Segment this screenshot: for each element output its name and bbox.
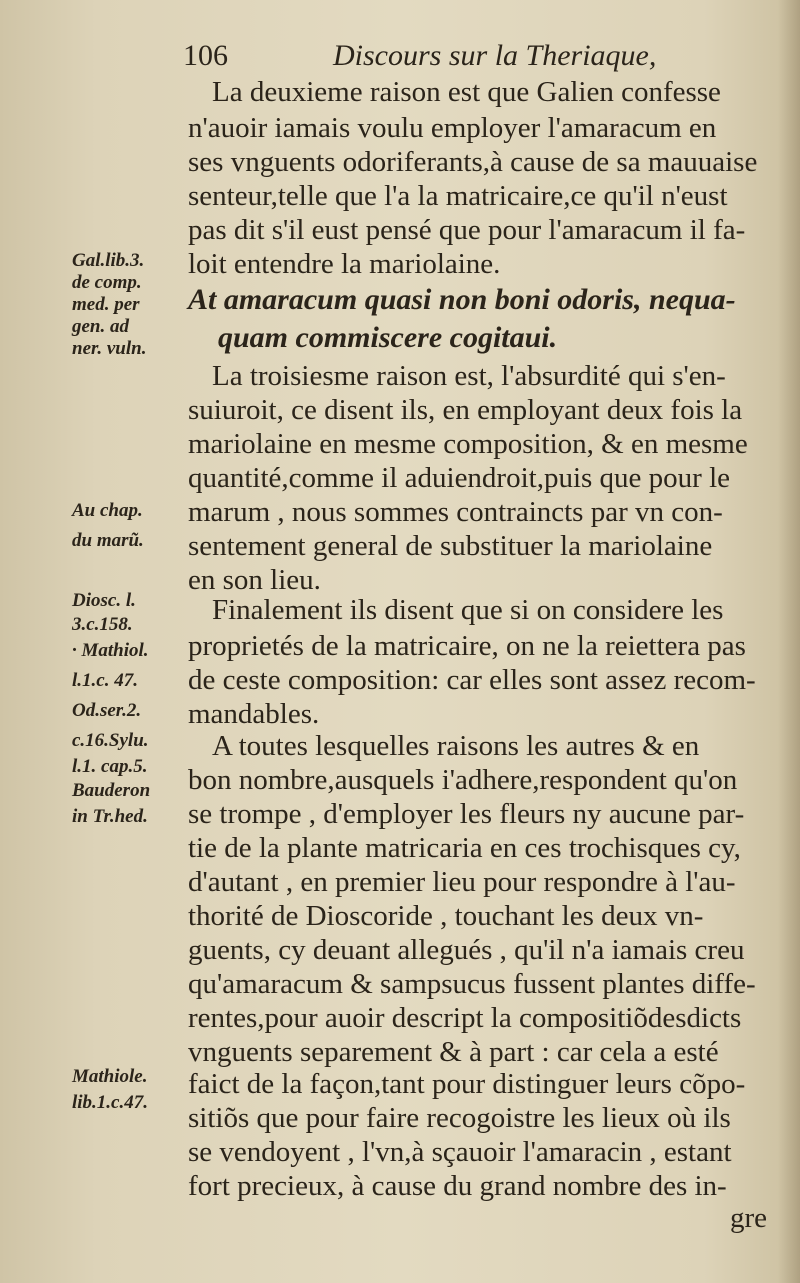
text-line: n'auoir iamais voulu employer l'amaracum en	[188, 112, 717, 144]
text-line: bon nombre,ausquels i'adhere,respondent qu'on	[188, 764, 738, 796]
margin-note: Gal.lib.3.	[72, 250, 145, 271]
margin-note: gen. ad	[72, 316, 129, 337]
text-line: faict de la façon,tant pour distinguer leurs cõpo-	[188, 1068, 746, 1100]
text-line: thorité de Dioscoride , touchant les deux vn-	[188, 900, 704, 932]
text-line: proprietés de la matricaire, on ne la reiettera pas	[188, 630, 746, 662]
page-number: 106	[183, 39, 228, 72]
margin-note: du marũ.	[72, 530, 144, 551]
text-line: senteur,telle que l'a la matricaire,ce qu'il n'eust	[188, 180, 728, 212]
text-line: tie de la plante matricaria en ces trochisques cy,	[188, 832, 741, 864]
text-line: en son lieu.	[188, 564, 321, 596]
page-header	[183, 36, 783, 76]
text-line: mariolaine en mesme composition, & en mesme	[188, 428, 748, 460]
text-line: sitiõs que pour faire recogoistre les lieux où ils	[188, 1102, 731, 1134]
margin-note: l.1.c. 47.	[72, 670, 138, 691]
margin-note: ner. vuln.	[72, 338, 147, 359]
text-line: sentement general de substituer la mariolaine	[188, 530, 713, 562]
margin-note: de comp.	[72, 272, 142, 293]
text-line: ses vnguents odoriferants,à cause de sa mauuaise	[188, 146, 758, 178]
text-line: suiuroit, ce disent ils, en employant deux fois la	[188, 394, 743, 426]
text-line: guents, cy deuant allegués , qu'il n'a iamais creu	[188, 934, 745, 966]
text-line: vnguents separement & à part : car cela a esté	[188, 1036, 719, 1068]
text-line: se trompe , d'employer les fleurs ny aucune par-	[188, 798, 745, 830]
text-line: rentes,pour auoir descript la compositiõdesdicts	[188, 1002, 742, 1034]
text-line: de ceste composition: car elles sont assez recom-	[188, 664, 756, 696]
text-line: fort precieux, à cause du grand nombre des in-	[188, 1170, 727, 1202]
margin-note: lib.1.c.47.	[72, 1092, 148, 1113]
margin-note: 3.c.158.	[72, 614, 133, 635]
text-line: loit entendre la mariolaine.	[188, 248, 501, 280]
text-line: Finalement ils disent que si on considere les	[212, 594, 724, 626]
catchword: gre	[730, 1202, 768, 1234]
running-title: Discours sur la Theriaque,	[333, 39, 657, 72]
text-line: quantité,comme il aduiendroit,puis que pour le	[188, 462, 731, 494]
text-line: mandables.	[188, 698, 320, 730]
quote-line: quam commiscere cogitaui.	[218, 321, 558, 354]
text-line: La troisiesme raison est, l'absurdité qui s'en-	[212, 360, 726, 392]
margin-note: c.16.Sylu.	[72, 730, 149, 751]
margin-note: l.1. cap.5.	[72, 756, 148, 777]
quote-line: At amaracum quasi non boni odoris, nequa-	[188, 283, 736, 316]
text-line: qu'amaracum & sampsucus fussent plantes diffe-	[188, 968, 756, 1000]
margin-note: in Tr.hed.	[72, 806, 148, 827]
text-line: La deuxieme raison est que Galien confesse	[212, 76, 721, 108]
margin-note: med. per	[72, 294, 140, 315]
margin-note: Od.ser.2.	[72, 700, 142, 721]
text-line: pas dit s'il eust pensé que pour l'amaracum il fa-	[188, 214, 746, 246]
margin-note: Au chap.	[72, 500, 143, 521]
text-line: marum , nous sommes contraincts par vn con-	[188, 496, 723, 528]
text-line: A toutes lesquelles raisons les autres & en	[212, 730, 700, 762]
margin-note: Bauderon	[72, 780, 151, 801]
margin-note: Diosc. l.	[72, 590, 136, 611]
text-line: d'autant , en premier lieu pour respondre à l'au-	[188, 866, 736, 898]
text-line: se vendoyent , l'vn,à sçauoir l'amaracin , estant	[188, 1136, 732, 1168]
margin-note: · Mathiol.	[72, 640, 149, 661]
margin-note: Mathiole.	[72, 1066, 148, 1087]
